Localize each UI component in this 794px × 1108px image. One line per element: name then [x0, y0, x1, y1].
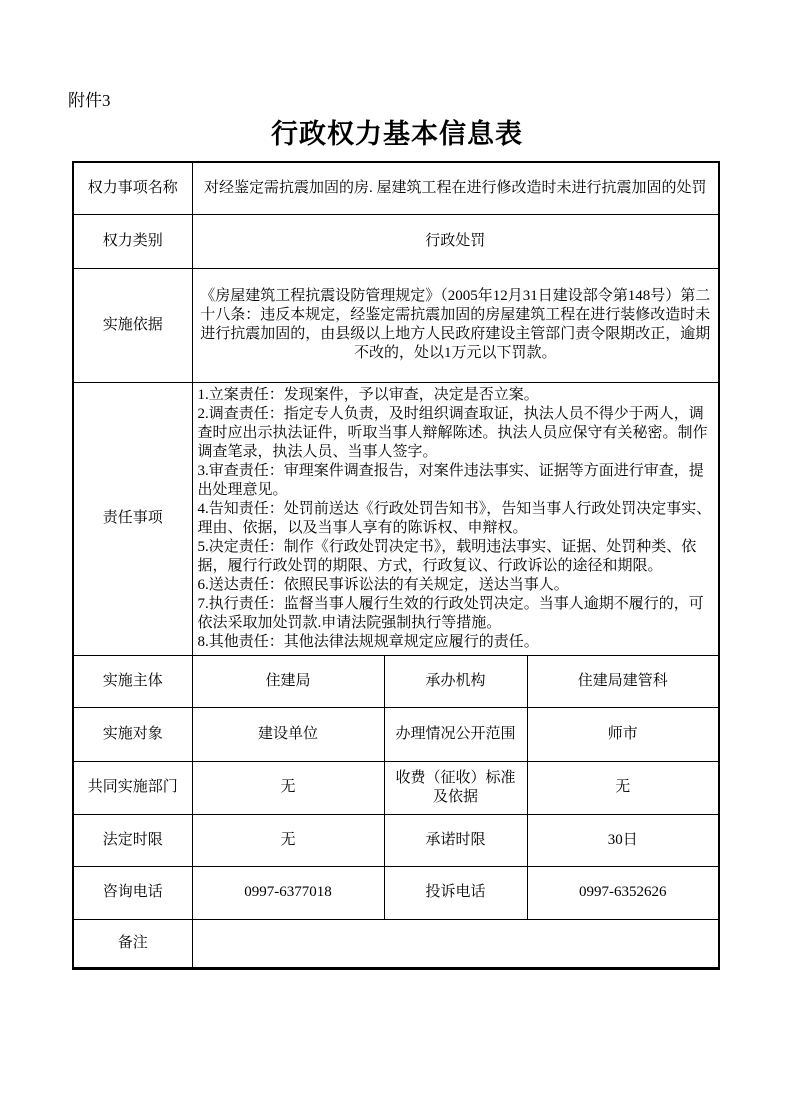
- info-table: [72, 161, 720, 970]
- table-row: [73, 761, 719, 814]
- label-responsibility-items: 责任事项: [73, 382, 192, 655]
- duty-item-3: 3.审查责任：审理案件调查报告，对案件违法事实、证据等方面进行审查，提出处理意见。: [197, 462, 704, 498]
- value-implementation-target: 建设单位: [192, 707, 384, 761]
- label-implementation-basis: 实施依据: [73, 268, 192, 382]
- value-responsibility-items: [192, 382, 719, 655]
- attachment-label: 附件3: [68, 91, 111, 110]
- table-row: [73, 655, 719, 707]
- label-promised-time-limit: 承诺时限: [384, 814, 527, 866]
- label-complaint-phone: 投诉电话: [384, 866, 527, 919]
- duty-item-4: 4.告知责任：处罚前送达《行政处罚告知书》，告知当事人行政处罚决定事实、理由、依据，以及当事人享有的陈诉权、申辩权。: [197, 500, 712, 536]
- duty-item-1: 1.立案责任：发现案件，予以审查，决定是否立案。: [197, 386, 539, 403]
- value-joint-departments: 无: [192, 761, 384, 814]
- page-title: 行政权力基本信息表: [271, 119, 523, 149]
- label-disclosure-scope: 办理情况公开范围: [384, 707, 527, 761]
- table-row: [73, 162, 719, 214]
- table-row: [73, 214, 719, 268]
- duty-item-2: 2.调查责任：指定专人负责，及时组织调查取证，执法人员不得少于两人，调查时应出示执法证件，听取当事人辩解陈述。执法人员应保守有关秘密。制作调查笔录，执法人员、当事人签字。: [197, 405, 708, 460]
- value-power-item-name: 对经鉴定需抗震加固的房. 屋建筑工程在进行修改造时未进行抗震加固的处罚: [192, 162, 719, 214]
- label-statutory-time-limit: 法定时限: [73, 814, 192, 866]
- table-row: [73, 866, 719, 919]
- value-handling-agency: 住建局建管科: [527, 655, 719, 707]
- label-power-item-name: 权力事项名称: [73, 162, 192, 214]
- label-remarks: 备注: [73, 919, 192, 968]
- label-fee-standard: 收费（征收）标准及依据: [384, 761, 527, 814]
- value-promised-time-limit: 30日: [527, 814, 719, 866]
- value-statutory-time-limit: 无: [192, 814, 384, 866]
- label-power-category: 权力类别: [73, 214, 192, 268]
- label-implementing-body: 实施主体: [73, 655, 192, 707]
- duty-item-6: 6.送达责任：依照民事诉讼法的有关规定，送达当事人。: [197, 576, 569, 593]
- value-complaint-phone: 0997-6352626: [527, 866, 719, 919]
- label-implementation-target: 实施对象: [73, 707, 192, 761]
- value-disclosure-scope: 师市: [527, 707, 719, 761]
- table-row: [73, 919, 719, 968]
- duty-item-5: 5.决定责任：制作《行政处罚决定书》，载明违法事实、证据、处罚种类、依据，履行行政处罚的期限、方式，行政复议、行政诉讼的途径和期限。: [197, 538, 697, 574]
- table-row: [73, 814, 719, 866]
- value-implementing-body: 住建局: [192, 655, 384, 707]
- value-consultation-phone: 0997-6377018: [192, 866, 384, 919]
- table-row: [73, 268, 719, 382]
- duty-item-8: 8.其他责任：其他法律法规规章规定应履行的责任。: [197, 633, 539, 650]
- label-handling-agency: 承办机构: [384, 655, 527, 707]
- table-row: [73, 382, 719, 655]
- label-consultation-phone: 咨询电话: [73, 866, 192, 919]
- table-row: [73, 707, 719, 761]
- value-implementation-basis: 《房屋建筑工程抗震设防管理规定》（2005年12月31日建设部令第148号）第二十八条：违反本规定，经鉴定需抗震加固的房屋建筑工程在进行装修改造时未进行抗震加固的，由县级以上地方人民政府建设主管部门责令限期改正，逾期不改的，处以1万元以下罚款。: [192, 268, 719, 382]
- value-fee-standard: 无: [527, 761, 719, 814]
- value-remarks: [192, 919, 719, 968]
- value-power-category: 行政处罚: [192, 214, 719, 268]
- label-joint-departments: 共同实施部门: [73, 761, 192, 814]
- duty-item-7: 7.执行责任：监督当事人履行生效的行政处罚决定。当事人逾期不履行的，可依法采取加处罚款.申请法院强制执行等措施。: [197, 595, 704, 631]
